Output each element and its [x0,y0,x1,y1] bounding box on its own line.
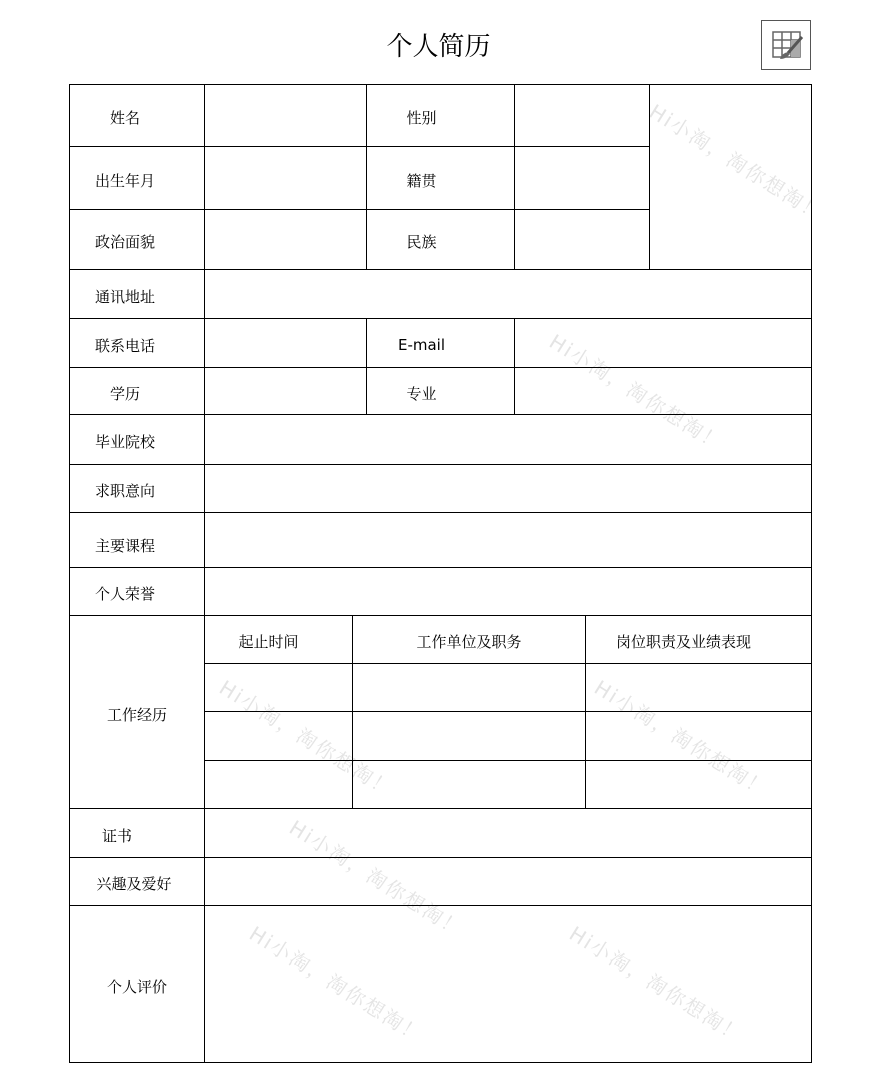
label-ethnicity: 民族 [366,209,515,270]
label-phone: 联系电话 [69,318,205,368]
label-job-intention: 求职意向 [69,464,205,513]
major-field[interactable] [514,367,812,415]
address-field[interactable] [204,269,812,319]
phone-field[interactable] [204,318,367,368]
label-native-place: 籍贯 [366,146,515,210]
email-field[interactable] [514,318,812,368]
work-cell[interactable] [585,760,812,809]
hobbies-field[interactable] [204,857,812,906]
label-email: E-mail [366,318,515,368]
label-school: 毕业院校 [69,414,205,465]
photo-field[interactable] [649,84,812,270]
certificates-field[interactable] [204,808,812,858]
label-honors: 个人荣誉 [69,567,205,616]
job-intention-field[interactable] [204,464,812,513]
watermark: Hi小淘，淘你想淘！ [645,99,829,227]
label-courses: 主要课程 [69,512,205,568]
label-political: 政治面貌 [69,209,205,270]
political-field[interactable] [204,209,367,270]
birth-field[interactable] [204,146,367,210]
work-cell[interactable] [204,760,353,809]
table-style-button[interactable] [761,20,811,70]
name-field[interactable] [204,84,367,147]
table-brush-icon [762,21,810,69]
work-cell[interactable] [352,760,586,809]
label-birth: 出生年月 [69,146,205,210]
work-header-employer: 工作单位及职务 [352,615,586,664]
work-cell[interactable] [352,663,586,712]
courses-field[interactable] [204,512,812,568]
label-gender: 性别 [366,84,515,147]
watermark: Hi小淘，淘你想淘！ [565,921,749,1049]
work-header-period: 起止时间 [204,615,353,664]
label-certificates: 证书 [69,808,205,858]
watermark: Hi小淘，淘你想淘！ [245,921,429,1049]
self-evaluation-field[interactable] [204,905,812,1063]
work-header-duties: 岗位职责及业绩表现 [585,615,812,664]
label-work-experience: 工作经历 [69,615,205,809]
work-cell[interactable] [204,711,353,761]
label-address: 通讯地址 [69,269,205,319]
work-cell[interactable] [585,711,812,761]
label-hobbies: 兴趣及爱好 [69,857,205,906]
school-field[interactable] [204,414,812,465]
native-place-field[interactable] [514,146,650,210]
gender-field[interactable] [514,84,650,147]
page-title: 个人简历 [386,32,491,62]
honors-field[interactable] [204,567,812,616]
label-name: 姓名 [69,84,205,147]
work-cell[interactable] [352,711,586,761]
watermark: Hi小淘，淘你想淘！ [590,675,774,803]
ethnicity-field[interactable] [514,209,650,270]
watermark: Hi小淘，淘你想淘！ [545,329,729,457]
watermark: Hi小淘，淘你想淘！ [215,675,399,803]
work-cell[interactable] [585,663,812,712]
watermark: Hi小淘，淘你想淘！ [285,815,469,943]
education-field[interactable] [204,367,367,415]
label-self-evaluation: 个人评价 [69,905,205,1063]
label-major: 专业 [366,367,515,415]
work-cell[interactable] [204,663,353,712]
label-education: 学历 [69,367,205,415]
